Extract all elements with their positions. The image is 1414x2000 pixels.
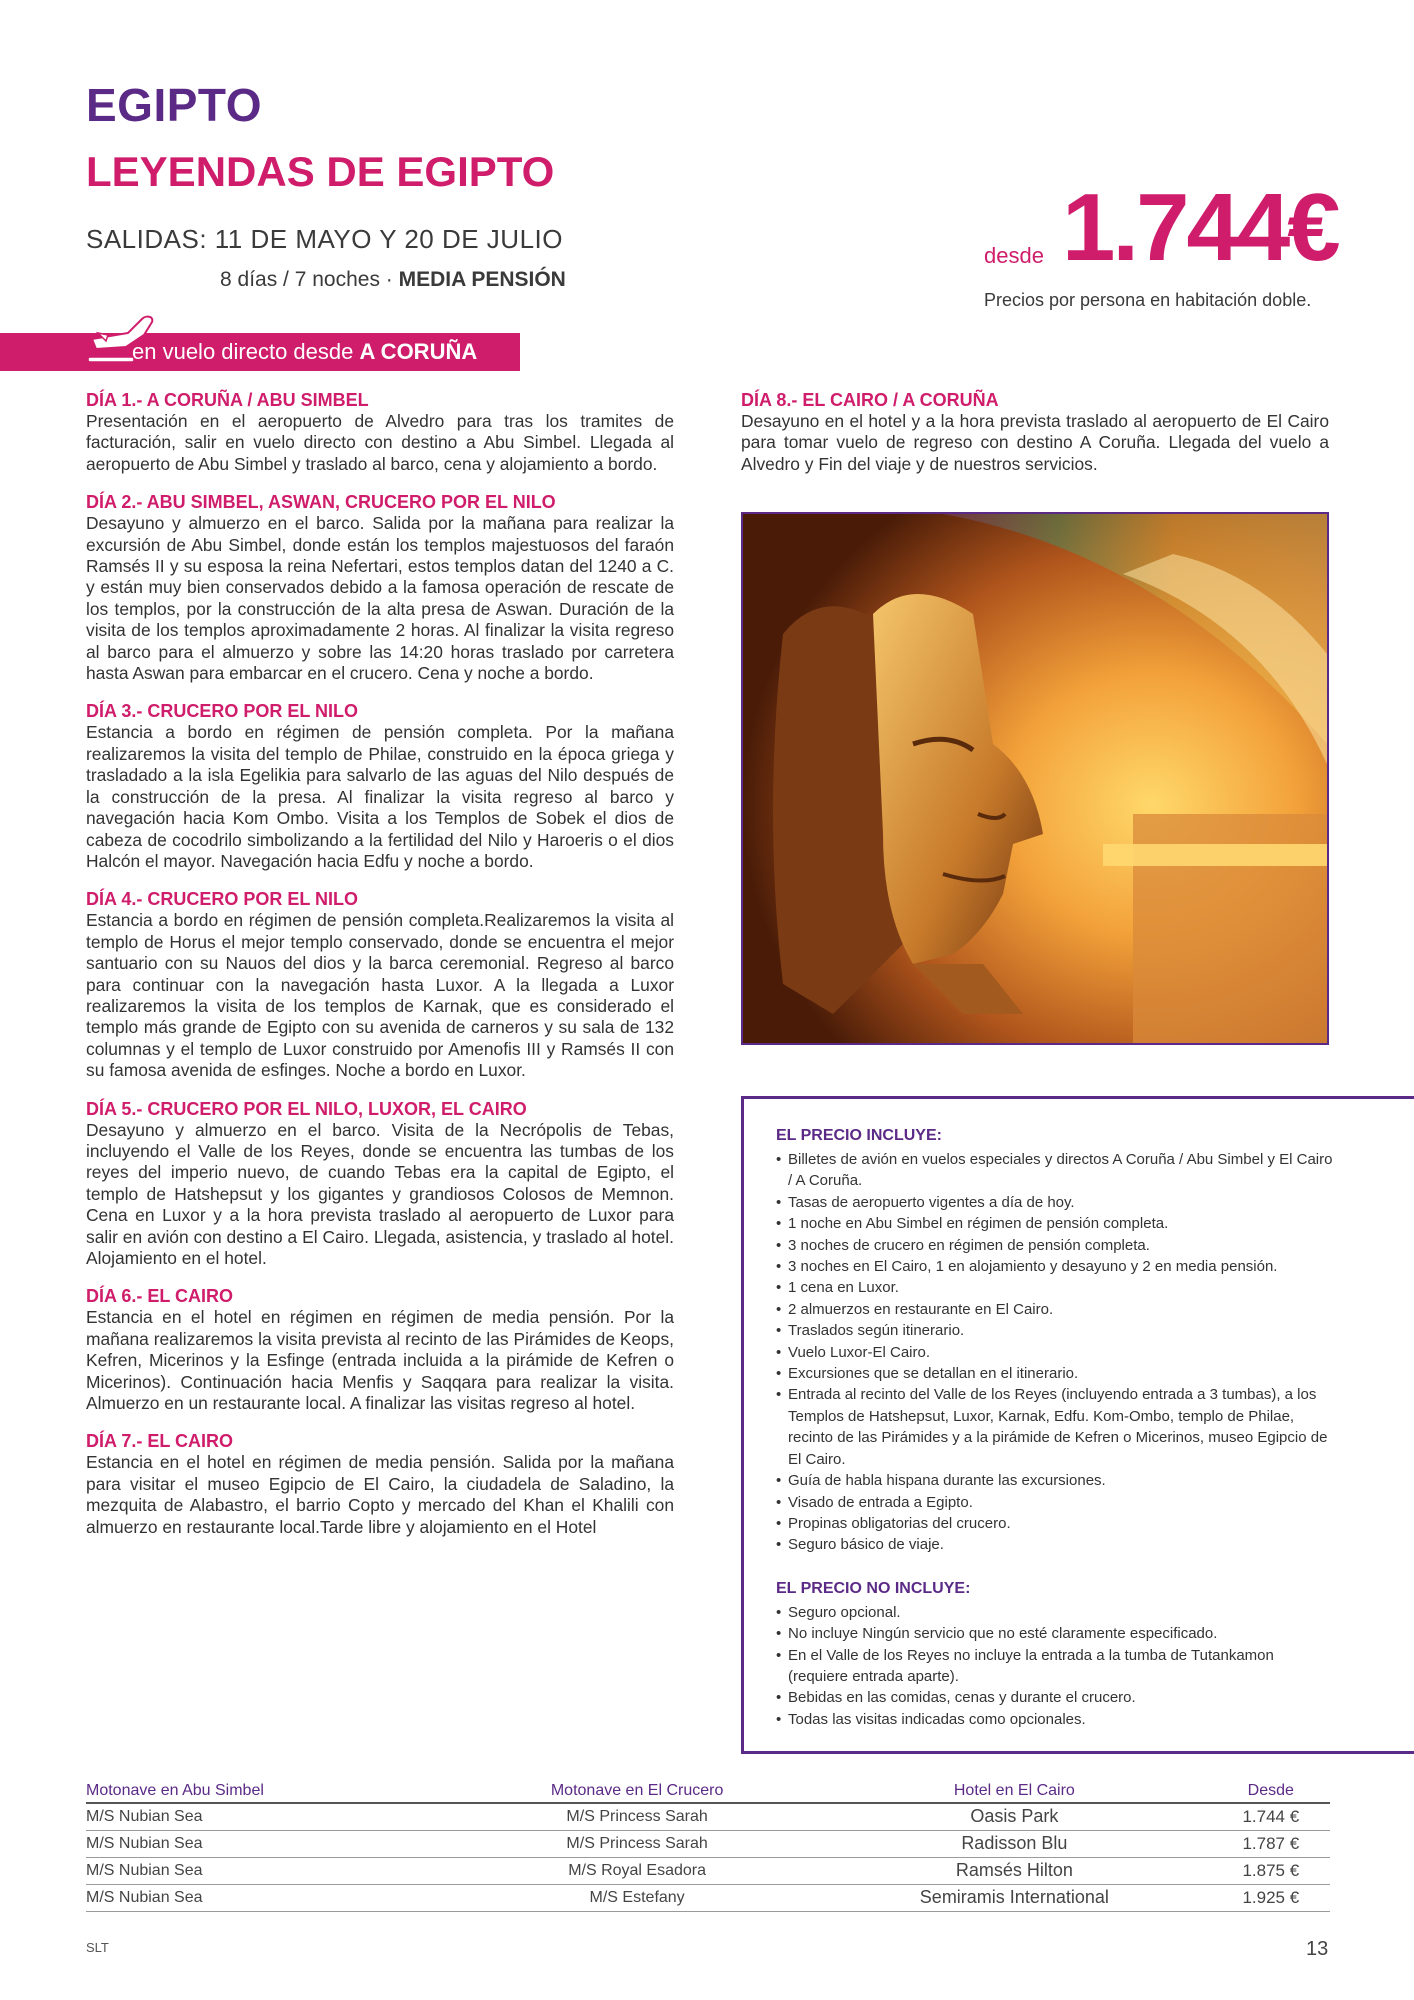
column-header: Motonave en El Crucero: [457, 1778, 817, 1803]
includes-item: • Seguro básico de viaje.: [776, 1534, 1336, 1555]
flight-text-prefix: en vuelo directo desde: [132, 339, 360, 364]
includes-item: • Tasas de aeropuerto vigentes a día de hoy.: [776, 1192, 1336, 1213]
day-title: DÍA 2.- ABU SIMBEL, ASWAN, CRUCERO POR EL NILO: [86, 492, 556, 513]
egypt-statue-photo: [741, 512, 1329, 1045]
day-title: DÍA 7.- EL CAIRO: [86, 1431, 234, 1452]
not-includes-item: • No incluye Ningún servicio que no esté claramente especificado.: [776, 1623, 1336, 1644]
price-from-label: desde: [984, 243, 1044, 268]
itinerary-day: [86, 491, 674, 684]
includes-item: • 1 noche en Abu Simbel en régimen de pensión completa.: [776, 1213, 1336, 1234]
table-cell: M/S Estefany: [457, 1884, 817, 1911]
itinerary-day: [86, 1430, 674, 1538]
includes-item: • 3 noches de crucero en régimen de pensión completa.: [776, 1235, 1336, 1256]
column-header: Hotel en El Cairo: [817, 1778, 1212, 1803]
day-description: Estancia en el hotel en régimen en régimen de media pensión. Por la mañana realizaremos la visita prevista al recinto de las Pirámides de Keops, Kefren, Micerinos y la Esfinge (entrada incluida a la pirámide de Kefren o Micerinos). Continuación hacia Menfis y Saqqara para realizar la visita. Almuerzo en un restaurante local. A finalizar las visitas regreso al hotel.: [86, 1307, 674, 1414]
itinerary-day: [86, 888, 674, 1081]
price-includes-box: [741, 1096, 1414, 1754]
itinerary-left-column: [86, 389, 674, 1554]
not-includes-list: [776, 1602, 1336, 1730]
table-cell: M/S Nubian Sea: [86, 1830, 457, 1857]
day-description: Estancia en el hotel en régimen de media pensión. Salida por la mañana para visitar el museo Egipcio de El Cairo, la ciudadela de Saladino, la mezquita de Alabastro, el barrio Copto y mercado del Khan el Khalili con almuerzo en restaurante local.Tarde libre y alojamiento en el Hotel: [86, 1452, 674, 1537]
statue-illustration: [743, 514, 1327, 1043]
board-type: MEDIA PENSIÓN: [398, 268, 566, 291]
itinerary-day: [741, 389, 1329, 475]
day-title: DÍA 5.- CRUCERO POR EL NILO, LUXOR, EL CAIRO: [86, 1098, 527, 1119]
itinerary-day: [86, 389, 674, 475]
includes-item: • 1 cena en Luxor.: [776, 1277, 1336, 1298]
day-title: DÍA 8.- EL CAIRO / A CORUÑA: [741, 390, 999, 410]
day-title: DÍA 6.- EL CAIRO: [86, 1286, 234, 1307]
footer-code: SLT: [86, 1940, 109, 1955]
table-cell: M/S Nubian Sea: [86, 1857, 457, 1884]
flight-city: A CORUÑA: [359, 339, 478, 364]
table-cell: Oasis Park: [817, 1803, 1212, 1830]
table-cell: M/S Nubian Sea: [86, 1803, 457, 1830]
not-includes-item: • Seguro opcional.: [776, 1602, 1336, 1623]
table-cell: Semiramis International: [817, 1884, 1212, 1911]
table-cell: 1.925 €: [1212, 1884, 1330, 1911]
destination-title: EGIPTO: [86, 79, 262, 131]
table-cell: 1.787 €: [1212, 1830, 1330, 1857]
price-table: [86, 1778, 1330, 1912]
table-row: [86, 1830, 1330, 1857]
not-includes-item: • En el Valle de los Reyes no incluye la entrada a la tumba de Tutankamon (requiere entrada aparte).: [776, 1645, 1336, 1688]
tour-duration: [220, 268, 566, 292]
table-cell: M/S Princess Sarah: [457, 1803, 817, 1830]
table-row: [86, 1857, 1330, 1884]
departure-dates: SALIDAS: 11 DE MAYO Y 20 DE JULIO: [86, 224, 563, 254]
includes-item: • Propinas obligatorias del crucero.: [776, 1513, 1336, 1534]
page-number: 13: [1306, 1938, 1329, 1960]
column-header: Motonave en Abu Simbel: [86, 1778, 457, 1803]
not-includes-item: • Bebidas en las comidas, cenas y durante el crucero.: [776, 1687, 1336, 1708]
includes-item: • 3 noches en El Cairo, 1 en alojamiento y desayuno y 2 en media pensión.: [776, 1256, 1336, 1277]
column-header: Desde: [1212, 1778, 1330, 1803]
duration-text: 8 días / 7 noches ·: [220, 268, 399, 291]
table-row: [86, 1884, 1330, 1911]
not-includes-title: EL PRECIO NO INCLUYE:: [776, 1579, 971, 1597]
day-title: DÍA 1.- A CORUÑA / ABU SIMBEL: [86, 390, 369, 410]
itinerary-day: [86, 700, 674, 872]
includes-item: • Vuelo Luxor-El Cairo.: [776, 1342, 1336, 1363]
itinerary-day: [86, 1098, 674, 1270]
table-cell: M/S Royal Esadora: [457, 1857, 817, 1884]
includes-item: • Billetes de avión en vuelos especiales y directos A Coruña / Abu Simbel y El Cairo / A Coruña.: [776, 1149, 1336, 1192]
itinerary-right-column: [741, 389, 1329, 491]
price-table-header-row: [86, 1778, 1330, 1803]
day-title: DÍA 3.- CRUCERO POR EL NILO: [86, 701, 359, 722]
includes-item: • Traslados según itinerario.: [776, 1320, 1336, 1341]
includes-item: • Visado de entrada a Egipto.: [776, 1492, 1336, 1513]
day-description: Desayuno y almuerzo en el barco. Salida por la mañana para realizar la excursión de Abu Simbel, donde están los templos majestuosos del faraón Ramsés II y su esposa la reina Nefertari, estos templos datan del 1240 a C. y están muy bien conservados debido a la famosa operación de rescate de los templos, por la construcción de la alta presa de Aswan. Duración de la visita de los templos aproximadamente 2 horas. Al finalizar la visita regreso al barco para el almuerzo y sobre las 14:20 horas traslado por carretera hasta Aswan para embarcar en el crucero. Cena y noche a bordo.: [86, 513, 674, 684]
table-cell: 1.875 €: [1212, 1857, 1330, 1884]
day-description: Presentación en el aeropuerto de Alvedro para tras los tramites de facturación, salir en vuelo directo con destino a Abu Simbel. Llegada al aeropuerto de Abu Simbel y traslado al barco, cena y alojamiento a bordo.: [86, 411, 674, 474]
table-cell: 1.744 €: [1212, 1803, 1330, 1830]
includes-list: [776, 1149, 1336, 1556]
table-row: [86, 1803, 1330, 1830]
price-note: Precios por persona en habitación doble.: [984, 290, 1312, 310]
table-cell: M/S Nubian Sea: [86, 1884, 457, 1911]
day-description: Desayuno y almuerzo en el barco. Visita de la Necrópolis de Tebas, incluyendo el Valle de los Reyes, donde se encuentra las tumbas de los reyes del imperio nuevo, de cuando Tebas era la capital de Egipto, el templo de Hatshepsut y los gigantes y grandiosos Colosos de Memnon. Cena en Luxor y a la hora prevista traslado al aeropuerto de Luxor para salir en avión con destino a El Cairo. Llegada, asistencia, y traslado al hotel. Alojamiento en el hotel.: [86, 1119, 674, 1268]
day-title: DÍA 4.- CRUCERO POR EL NILO: [86, 889, 359, 910]
tour-title: LEYENDAS DE EGIPTO: [86, 148, 555, 195]
includes-item: • Excursiones que se detallan en el itinerario.: [776, 1363, 1336, 1384]
day-description: Estancia a bordo en régimen de pensión completa.Realizaremos la visita al templo de Horus el mejor templo conservado, donde se encuentra el mejor santuario con su Nauos del dios y la barca ceremonial. Regreso al barco para continuar con la navegación hasta Luxor. A la llegada a Luxor realizaremos la visita de los templos de Karnak, que es considerado el templo más grande de Egipto con su avenida de carneros y su sala de 132 columnas y el templo de Luxor construido por Amenofis III y Ramsés II con su famosa avenida de esfinges. Noche a bordo en Luxor.: [86, 910, 674, 1081]
includes-item: • Guía de habla hispana durante las excursiones.: [776, 1470, 1336, 1491]
price-amount: 1.744€: [1062, 174, 1338, 281]
includes-title: EL PRECIO INCLUYE:: [776, 1127, 942, 1144]
table-cell: Ramsés Hilton: [817, 1857, 1212, 1884]
includes-item: • 2 almuerzos en restaurante en El Cairo.: [776, 1299, 1336, 1320]
day-description: Estancia a bordo en régimen de pensión completa. Por la mañana realizaremos la visita del templo de Philae, construido en la época griega y trasladado a la isla Egelikia para salvarlo de las aguas del Nilo después de la construcción de la presa. Al finalizar la visita regreso al barco y navegación hacia Kom Ombo. Visita a los Templos de Sobek el dios de cabeza de cocodrilo simbolizando a la fertilidad del Nilo y Haroeris o el dios Halcón el mayor. Navegación hacia Edfu y noche a bordo.: [86, 722, 674, 871]
not-includes-item: • Todas las visitas indicadas como opcionales.: [776, 1709, 1336, 1730]
itinerary-day: [86, 1285, 674, 1414]
table-cell: Radisson Blu: [817, 1830, 1212, 1857]
includes-item: • Entrada al recinto del Valle de los Reyes (incluyendo entrada a 3 tumbas), a los Templos de Hatshepsut, Luxor, Karnak, Edfu. Kom-Ombo, templo de Philae, recinto de las Pirámides y a la pirámide de Kefren o Micerinos, museo Egipcio de El Cairo.: [776, 1384, 1336, 1470]
table-cell: M/S Princess Sarah: [457, 1830, 817, 1857]
flight-text: [132, 339, 477, 365]
day-description: Desayuno en el hotel y a la hora prevista traslado al aeropuerto de El Cairo para tomar vuelo de regreso con destino A Coruña. Llegada del vuelo a Alvedro y Fin del viaje y de nuestros servicios.: [741, 411, 1329, 474]
